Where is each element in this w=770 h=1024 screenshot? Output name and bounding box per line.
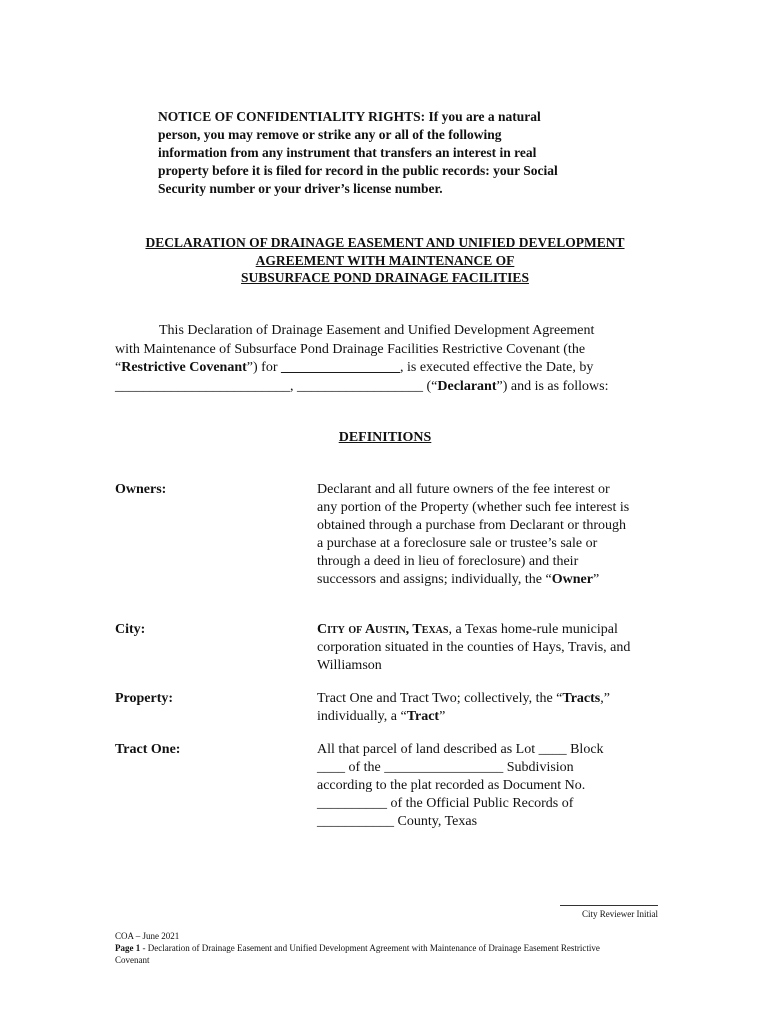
initial-signature-line[interactable] (560, 899, 658, 906)
footer-line (115, 942, 660, 954)
reviewer-initial-block (560, 899, 658, 919)
intro-text: _________________________, __________________ (“ (115, 378, 438, 394)
definition-line: ____ of the _________________ Subdivision (317, 760, 574, 775)
notice-line: person, you may remove or strike any or all of the following (158, 127, 502, 142)
city-definition (317, 621, 667, 675)
footer-line: Covenant (115, 955, 150, 965)
definition-line (317, 708, 667, 726)
definition-text: successors and assigns; individually, the “ (317, 572, 552, 587)
restrictive-covenant-term: Restrictive Covenant (121, 360, 247, 375)
title-line: AGREEMENT WITH MAINTENANCE OF (255, 252, 515, 268)
page-footer (115, 930, 660, 966)
definition-line: any portion of the Property (whether such fee interest is (317, 500, 630, 515)
tract-one-term: Tract One: (115, 742, 181, 757)
definitions-heading: DEFINITIONS (338, 430, 432, 445)
definition-line: corporation situated in the counties of Hays, Travis, and (317, 640, 631, 655)
definition-line: All that parcel of land described as Lot ____ Block (317, 742, 604, 757)
definition-line: __________ of the Official Public Records of (317, 796, 574, 811)
definition-text: ” (439, 709, 446, 724)
owner-term: Owner (551, 572, 593, 587)
tract-one-definition (317, 741, 667, 831)
tract-term: Tract (406, 709, 440, 724)
tracts-term: Tracts (562, 691, 601, 706)
intro-text: ”) for (246, 360, 281, 375)
page-number: Page 1 (115, 943, 141, 953)
definition-line: Declarant and all future owners of the fee interest or (317, 482, 610, 497)
reviewer-initial-label: City Reviewer Initial (582, 909, 658, 919)
intro-line (115, 359, 660, 378)
intro-text: , is executed effective the Date, by (400, 360, 594, 375)
declarant-term: Declarant (437, 378, 497, 394)
owners-definition (317, 481, 667, 589)
intro-line (115, 378, 660, 397)
definition-text: , a Texas home-rule municipal (448, 622, 618, 637)
notice-line: Security number or your driver’s license number. (158, 181, 443, 196)
definition-line: a purchase at a foreclosure sale or trustee’s sale or (317, 536, 598, 551)
definition-line: obtained through a purchase from Declarant or through (317, 518, 627, 533)
property-term: Property: (115, 691, 174, 706)
definition-text: ,” (600, 691, 610, 706)
intro-text: ”) and is as follows: (496, 378, 609, 394)
city-name: City of Austin, Texas (317, 622, 449, 637)
definition-line (317, 690, 667, 708)
definition-line (317, 571, 667, 589)
definition-line: through a deed in lieu of foreclosure) and their (317, 554, 579, 569)
document-title (100, 234, 670, 287)
title-line: SUBSURFACE POND DRAINAGE FACILITIES (241, 270, 529, 285)
footer-text: - Declaration of Drainage Easement and Unified Development Agreement with Maintenance of Drainage Easement Restrictive (140, 943, 600, 953)
definition-line: ___________ County, Texas (317, 814, 478, 829)
definition-text: ” (592, 572, 600, 587)
definition-text: Tract One and Tract Two; collectively, the “ (317, 691, 563, 706)
definition-line (317, 621, 667, 639)
intro-line: with Maintenance of Subsurface Pond Drainage Facilities Restrictive Covenant (the (115, 341, 586, 357)
property-definition (317, 690, 667, 726)
notice-line: information from any instrument that transfers an interest in real (158, 145, 537, 160)
confidentiality-notice (158, 108, 612, 198)
city-term: City: (115, 622, 146, 637)
definition-text: individually, a “ (317, 709, 407, 724)
intro-paragraph (115, 322, 660, 396)
owners-term: Owners: (115, 482, 167, 497)
definition-line: according to the plat recorded as Document No. (317, 778, 586, 793)
intro-line: This Declaration of Drainage Easement and Unified Development Agreement (159, 323, 595, 338)
footer-line: COA – June 2021 (115, 931, 180, 941)
blank-field: _________________ (281, 360, 400, 375)
notice-line: property before it is filed for record in the public records: your Social (158, 163, 558, 178)
intro-text: “ (115, 360, 122, 375)
title-line: DECLARATION OF DRAINAGE EASEMENT AND UNIFIED DEVELOPMENT (145, 235, 625, 250)
notice-line: NOTICE OF CONFIDENTIALITY RIGHTS: If you are a natural (158, 109, 541, 124)
definition-line: Williamson (317, 658, 382, 673)
